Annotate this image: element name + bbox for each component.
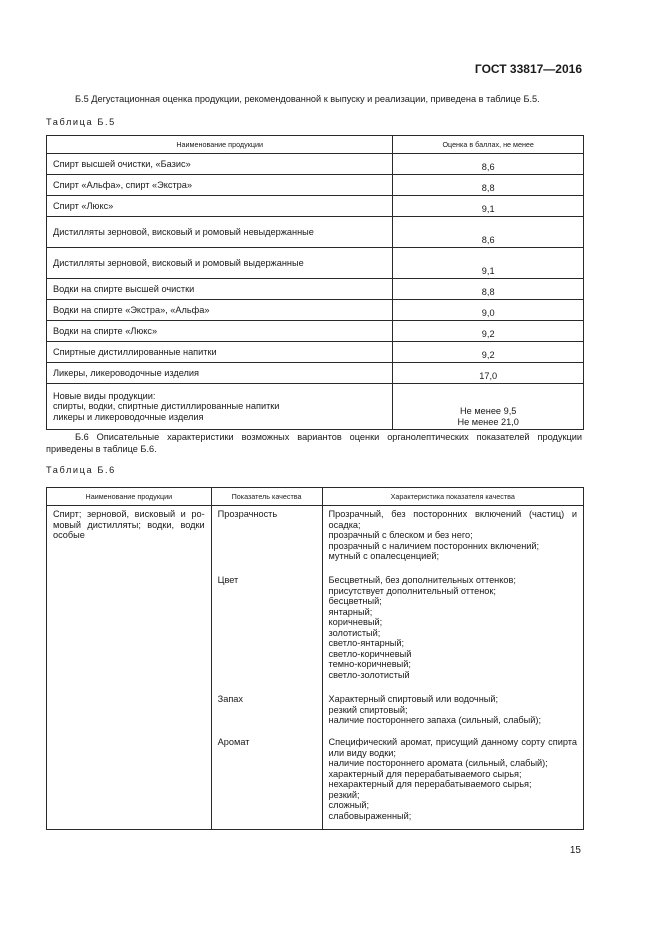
- characteristic-line: Прозрачный, без посторонних включений (частиц) и осадка;: [328, 509, 577, 530]
- new-products-line: спирты, водки, спиртные дистиллированные напитки: [53, 401, 280, 412]
- table-header-row: [47, 488, 584, 506]
- score-value: 8,6: [393, 154, 584, 175]
- characteristic-line: золотистый;: [328, 627, 381, 638]
- indicator-name: Запах: [217, 694, 243, 704]
- table-row: [47, 248, 584, 279]
- indicator-name: Прозрачность: [217, 509, 278, 519]
- table-b6-caption: Таблица Б.6: [46, 465, 116, 475]
- score-line: Не менее 21,0: [457, 416, 519, 427]
- characteristic-line: наличие постороннего аромата (сильный, слабый);: [328, 758, 548, 768]
- column-header-product: Наименование продукции: [47, 488, 212, 506]
- product-name: Дистилляты зерновой, висковый и ромовый невыдержанные: [47, 217, 393, 248]
- score-value: 8,6: [393, 217, 584, 248]
- indicator-cell: [211, 506, 322, 830]
- score-value: 8,8: [393, 175, 584, 196]
- paragraph-b5: Б.5 Дегустационная оценка продукции, рекомендованной к выпуску и реализации, приведена в таблице Б.5.: [75, 94, 540, 104]
- table-row: [47, 217, 584, 248]
- product-name: Водки на спирте «Экстра», «Альфа»: [47, 300, 393, 321]
- characteristic-line: нехарактерный для перерабатываемого сырья;: [328, 779, 532, 789]
- characteristic-line: прозрачный с блеском и без него;: [328, 530, 473, 540]
- characteristic-line: светло-золотистый: [328, 669, 410, 680]
- product-name: Спирт; зерновой, висковый и ро-мовый дистилляты; водки, водки особые: [53, 509, 205, 540]
- characteristic-line: резкий;: [328, 789, 360, 800]
- new-products-line: ликеры и ликероводочные изделия: [53, 411, 204, 422]
- characteristic-line: темно-коричневый;: [328, 659, 411, 669]
- characteristic-line: сложный;: [328, 800, 370, 810]
- characteristic-line: характерный для перерабатываемого сырья;: [328, 768, 522, 779]
- score-value: 9,1: [393, 196, 584, 217]
- page-number: 15: [569, 845, 581, 856]
- characteristic-line: янтарный;: [328, 606, 373, 617]
- characteristic-line: бесцветный;: [328, 596, 382, 606]
- table-row: [47, 300, 584, 321]
- paragraph-b6: Б.6 Описательные характеристики возможных вариантов оценки органолептических показателей продукции приведены в таблице Б.6.: [46, 432, 582, 454]
- table-header-row: [47, 136, 584, 154]
- characteristic-line: Характерный спиртовый или водочный;: [328, 694, 499, 704]
- score-value: 9,2: [393, 342, 584, 363]
- table-row: [47, 384, 584, 430]
- score-line: Не менее 9,5: [460, 406, 517, 416]
- column-header-score: Оценка в баллах, не менее: [393, 136, 584, 154]
- characteristic-line: прозрачный с наличием посторонних включений;: [328, 540, 540, 551]
- table-row: [47, 154, 584, 175]
- table-row: [47, 363, 584, 384]
- characteristic-line: наличие постороннего запаха (сильный, слабый);: [328, 715, 542, 725]
- table-row: [47, 342, 584, 363]
- product-cell: [47, 506, 212, 830]
- characteristic-line: Специфический аромат, присущий данному сорту спирта или виду водки;: [328, 737, 577, 758]
- column-header-characteristic: Характеристика показателя качества: [322, 488, 583, 506]
- characteristic-line: резкий спиртовый;: [328, 704, 408, 715]
- score-value: [393, 384, 584, 430]
- indicator-name: Цвет: [217, 575, 239, 585]
- characteristic-line: светло-коричневый: [328, 648, 412, 659]
- score-value: 9,2: [393, 321, 584, 342]
- score-value: 9,0: [393, 300, 584, 321]
- characteristic-group: [329, 737, 577, 821]
- indicator-name: Аромат: [217, 737, 250, 747]
- document-code: ГОСТ 33817—2016: [474, 62, 582, 76]
- score-value: 8,8: [393, 279, 584, 300]
- table-b5-caption: Таблица Б.5: [46, 117, 116, 127]
- table-b5: [46, 135, 584, 430]
- product-name: Водки на спирте «Люкс»: [47, 321, 393, 342]
- characteristic-group: [329, 509, 577, 563]
- table-b6: [46, 487, 584, 830]
- table-row: [47, 506, 584, 830]
- product-name: Спирт высшей очистки, «Базис»: [47, 154, 393, 175]
- characteristic-line: коричневый;: [328, 617, 383, 627]
- product-name: Ликеры, ликероводочные изделия: [47, 363, 393, 384]
- column-header-indicator: Показатель качества: [211, 488, 322, 506]
- characteristic-group: [329, 575, 577, 682]
- characteristic-line: светло-янтарный;: [328, 638, 405, 648]
- product-name: Дистилляты зерновой, висковый и ромовый выдержанные: [47, 248, 393, 279]
- characteristic-line: Бесцветный, без дополнительных оттенков;: [328, 575, 516, 585]
- product-name: Спирт «Люкс»: [47, 196, 393, 217]
- characteristic-group: [329, 694, 577, 725]
- product-name: Спирт «Альфа», спирт «Экстра»: [47, 175, 393, 196]
- table-row: [47, 279, 584, 300]
- table-row: [47, 175, 584, 196]
- score-value: 9,1: [393, 248, 584, 279]
- characteristic-cell: [322, 506, 583, 830]
- product-name: [47, 384, 393, 430]
- characteristic-line: слабовыраженный;: [328, 810, 412, 821]
- product-name: Спиртные дистиллированные напитки: [47, 342, 393, 363]
- table-row: [47, 321, 584, 342]
- characteristic-line: мутный с опалесценцией;: [328, 551, 440, 561]
- new-products-heading: Новые виды продукции:: [53, 390, 156, 401]
- table-row: [47, 196, 584, 217]
- score-value: 17,0: [393, 363, 584, 384]
- product-name: Водки на спирте высшей очистки: [47, 279, 393, 300]
- column-header-product: Наименование продукции: [47, 136, 393, 154]
- characteristic-line: присутствует дополнительный оттенок;: [328, 585, 496, 596]
